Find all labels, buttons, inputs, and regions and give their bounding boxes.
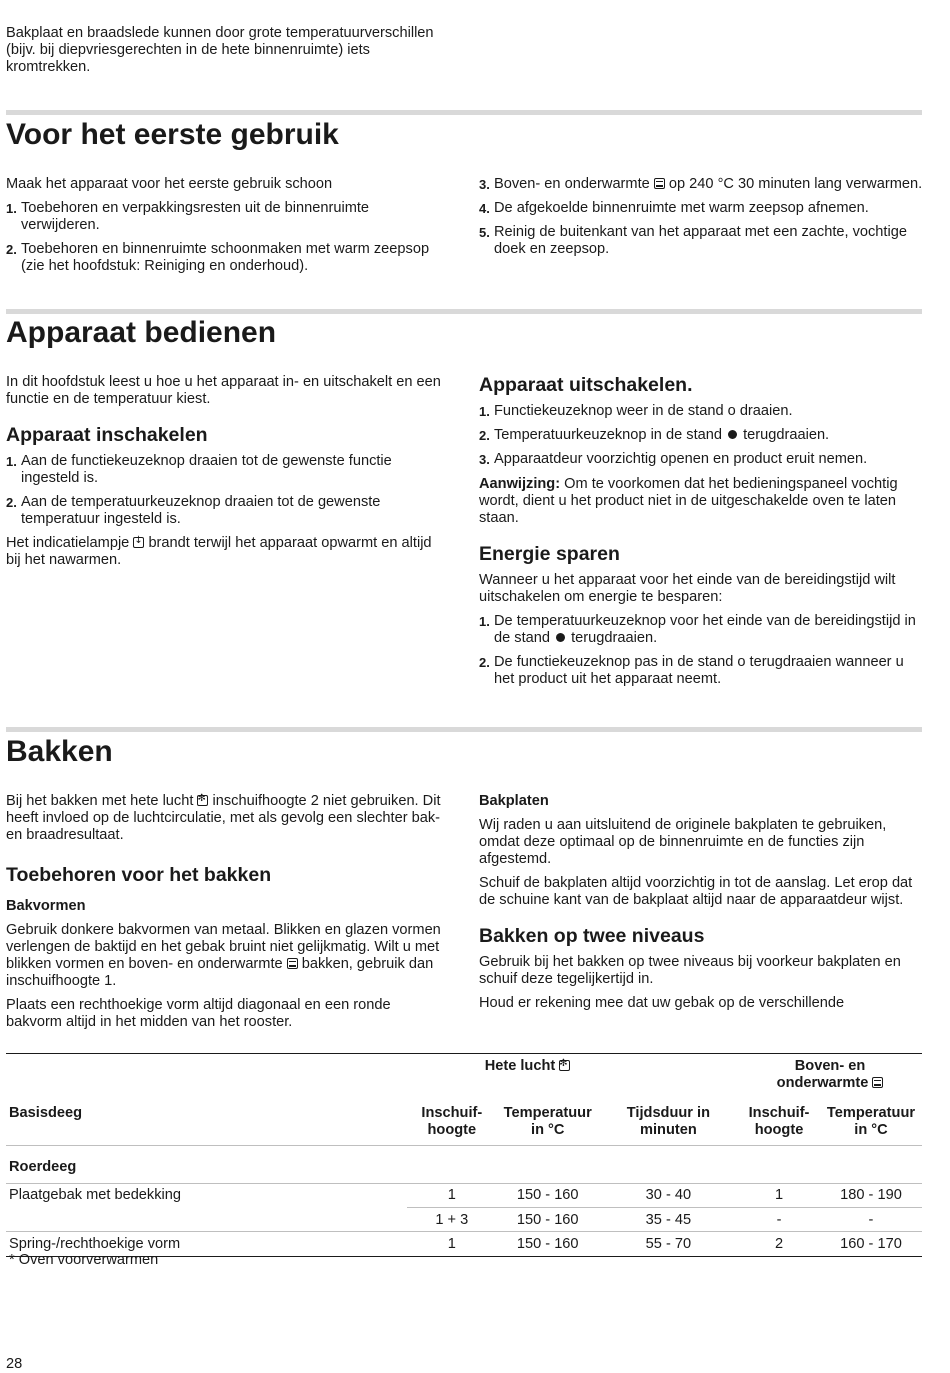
filled-dot-icon (728, 430, 737, 439)
column-header-height: Inschuif-hoogte (748, 1105, 810, 1138)
column-header-basisdeeg: Basisdeeg (9, 1105, 83, 1121)
top-bottom-heat-icon (654, 178, 665, 189)
baking-lead: Bij het bakken met hete lucht ✻ inschuifhoogte 2 niet gebruiken. Dit heeft invloed op de luchtcirculatie, met als gevolg een slechter bak- en braadresultaat. (6, 793, 450, 844)
baking-table (6, 1053, 922, 1257)
list-item: 5. Reinig de buitenkant van het apparaat met een zachte, vochtige doek en zeepsop. (479, 224, 907, 257)
operate-right-column (479, 374, 923, 688)
subheading-bakvormen: Bakvormen (6, 898, 86, 914)
list-item: 3. Boven- en onderwarmte op 240 °C 30 minuten lang verwarmen. (479, 176, 923, 192)
list-item: 1. Aan de functiekeuzeknop draaien tot de gewenste functie ingesteld is. (6, 453, 392, 486)
filled-dot-icon (556, 633, 565, 642)
bakvormen-paragraph-1: Gebruik donkere bakvormen van metaal. Blikken en glazen vormen verlengen de baktijd en het gebak bruint niet gelijkmatig. Wilt u met blikken vormen en boven- en onderwarmte bakken, gebruik dan inschuifhoogte 1. (6, 922, 441, 989)
section-title-first-use: Voor het eerste gebruik (6, 118, 339, 151)
top-bottom-heat-icon (287, 958, 298, 969)
section-title-operate: Apparaat bedienen (6, 316, 277, 349)
subheading-accessories: Toebehoren voor het bakken (6, 864, 272, 886)
first-use-lead: Maak het apparaat voor het eerste gebruik schoon (6, 176, 333, 192)
baking-right-column (479, 793, 923, 1012)
list-item: 1. Toebehoren en verpakkingsresten uit de binnenruimte verwijderen. (6, 200, 370, 233)
subheading-energy-saving: Energie sparen (479, 543, 620, 565)
table-row: 1 + 3 150 - 160 35 - 45 - - (6, 1207, 922, 1232)
two-levels-paragraph-2: Houd er rekening mee dat uw gebak op de verschillende (479, 995, 845, 1011)
subheading-switch-on: Apparaat inschakelen (6, 424, 208, 446)
bakplaten-paragraph-2: Schuif de bakplaten altijd voorzichtig in tot de aanslag. Let erop dat de schuine kant van de bakplaat altijd naar de apparaatdeur wijst. (479, 875, 913, 908)
subheading-switch-off: Apparaat uitschakelen. (479, 374, 693, 396)
baking-left-column (6, 793, 450, 1031)
column-header-temperature: Temperatuur in °C (503, 1105, 592, 1138)
section-title-baking: Bakken (6, 735, 113, 768)
first-use-right-column (479, 176, 923, 258)
list-item: 2. Aan de temperatuurkeuzeknop draaien tot de gewenste temperatuur ingesteld is. (6, 494, 381, 527)
fan-icon (197, 795, 208, 806)
section-divider (6, 309, 922, 314)
section-divider (6, 110, 922, 115)
table-footnote: * Oven voorverwarmen (9, 1252, 159, 1268)
list-item: 2. Toebehoren en binnenruimte schoonmaken met warm zeepsop (zie het hoofdstuk: Reiniging en onderhoud). (6, 241, 430, 274)
list-item: 4. De afgekoelde binnenruimte met warm zeepsop afnemen. (479, 200, 869, 216)
list-item: 2. Temperatuurkeuzeknop in de stand terugdraaien. (479, 427, 830, 443)
table-row: Plaatgebak met bedekking 1 150 - 160 30 - 40 1 180 - 190 (6, 1184, 922, 1208)
operate-left-column (6, 374, 450, 569)
operate-lead: In dit hoofdstuk leest u hoe u het apparaat in- en uitschakelt en een functie en de temperatuur kiest. (6, 374, 441, 407)
list-item: 3. Apparaatdeur voorzichtig openen en product eruit nemen. (479, 451, 868, 467)
note-text: Aanwijzing: Om te voorkomen dat het bedieningspaneel vochtig wordt, dient u het product niet in de uitgeschakelde oven te laten staan. (479, 476, 898, 526)
column-header-height: Inschuif-hoogte (421, 1105, 483, 1138)
table-row: Spring-/rechthoekige vorm 1 150 - 160 55 - 70 2 160 - 170 (6, 1232, 922, 1257)
group-header-hot-air: Hete lucht ✻ (407, 1054, 738, 1097)
intro-text: Bakplaat en braadslede kunnen door grote temperatuurverschillen (bijv. bij diepvriesgerechten in de hete binnenruimte) iets kromtrekken. (6, 25, 434, 75)
list-item: 1. Functiekeuzeknop weer in de stand o draaien. (479, 403, 793, 419)
indicator-lamp-text: Het indicatielampje ↓ brandt terwijl het apparaat opwarmt en altijd bij het nawarmen. (6, 535, 450, 569)
subheading-two-levels: Bakken op twee niveaus (479, 925, 705, 947)
list-item: 2. De functiekeuzeknop pas in de stand o terugdraaien wanneer u het product uit het apparaat neemt. (479, 654, 904, 687)
energy-lead: Wanneer u het apparaat voor het einde van de bereidingstijd wilt uitschakelen om energie te besparen: (479, 572, 896, 605)
two-levels-paragraph-1: Gebruik bij het bakken op twee niveaus bij voorkeur bakplaten en schuif deze tegelijkertijd in. (479, 954, 901, 987)
indicator-lamp-icon (133, 537, 144, 548)
list-item: 1. De temperatuurkeuzeknop voor het einde van de bereidingstijd in de stand terugdraaien. (479, 613, 916, 646)
column-header-duration: Tijdsduur in minuten (626, 1105, 711, 1138)
fan-icon (559, 1060, 570, 1071)
group-header-top-bottom: Boven- en onderwarmte (738, 1054, 922, 1097)
bakplaten-paragraph-1: Wij raden u aan uitsluitend de originele bakplaten te gebruiken, omdat deze optimaal op de binnenruimte en de functies zijn afgestemd. (479, 817, 887, 867)
page-number: 28 (6, 1356, 23, 1372)
subheading-bakplaten: Bakplaten (479, 793, 549, 809)
first-use-left-column (6, 176, 450, 275)
bakvormen-paragraph-2: Plaats een rechthoekige vorm altijd diagonaal en een ronde bakvorm altijd in het midden van het rooster. (6, 997, 391, 1030)
section-divider (6, 727, 922, 732)
column-header-temperature: Temperatuur in °C (826, 1105, 916, 1138)
top-bottom-heat-icon (872, 1077, 883, 1088)
table-category: Roerdeeg (9, 1159, 77, 1175)
